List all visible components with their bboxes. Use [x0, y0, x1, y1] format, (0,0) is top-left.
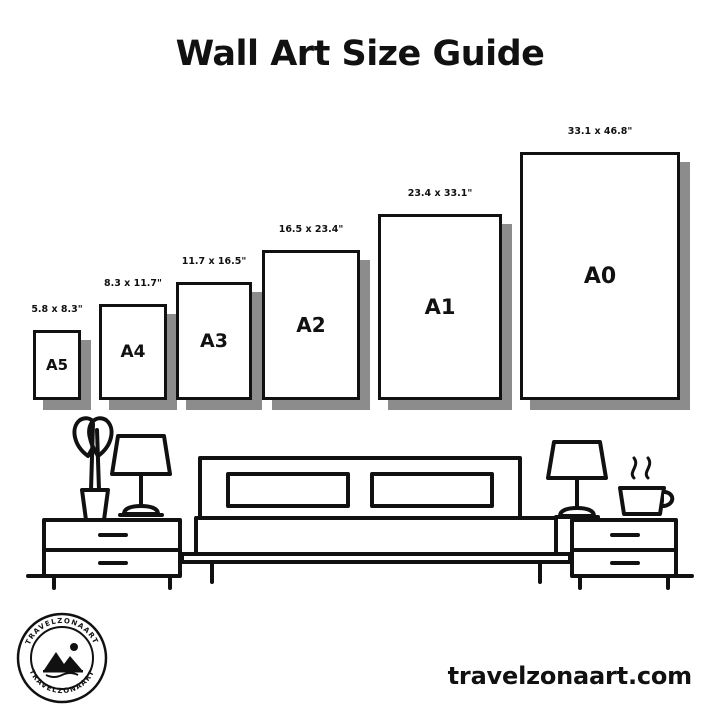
logo-text-bottom: TRAVELZONAART — [27, 668, 97, 696]
frame-group-a2 — [262, 224, 360, 400]
frame-size-row — [0, 110, 720, 400]
frame-size-name: A3 — [200, 330, 228, 352]
frame-size-name: A5 — [45, 356, 69, 374]
frame-group-a1 — [378, 188, 502, 400]
left-nightstand — [44, 520, 180, 588]
frame-size-name: A2 — [296, 313, 326, 337]
logo-text-top: TRAVELZONAART — [23, 616, 100, 646]
frame-size-name: A1 — [424, 295, 456, 319]
frame-dimension-label: 33.1 x 46.8" — [567, 126, 633, 137]
right-table-lamp — [548, 442, 606, 517]
brand-logo — [16, 612, 108, 704]
coffee-cup — [620, 458, 672, 514]
frame-dimension-label: 5.8 x 8.3" — [31, 304, 83, 315]
left-table-lamp — [112, 436, 170, 515]
plant-with-vase — [74, 418, 111, 520]
website-url: travelzonaart.com — [447, 662, 692, 690]
page-title: Wall Art Size Guide — [175, 34, 545, 74]
frame-group-a0 — [520, 126, 680, 400]
frame-a1 — [378, 214, 502, 400]
bedroom-illustration — [0, 378, 720, 608]
frame-size-name: A4 — [120, 342, 146, 362]
frame-a0 — [520, 152, 680, 400]
mountain-icon — [43, 643, 83, 677]
frame-dimension-label: 16.5 x 23.4" — [278, 224, 344, 235]
frame-size-name: A0 — [583, 263, 617, 289]
bed — [182, 458, 570, 582]
right-nightstand — [572, 520, 676, 588]
frame-dimension-label: 8.3 x 11.7" — [104, 278, 162, 289]
frame-dimension-label: 11.7 x 16.5" — [181, 256, 247, 267]
frame-dimension-label: 23.4 x 33.1" — [407, 188, 473, 199]
